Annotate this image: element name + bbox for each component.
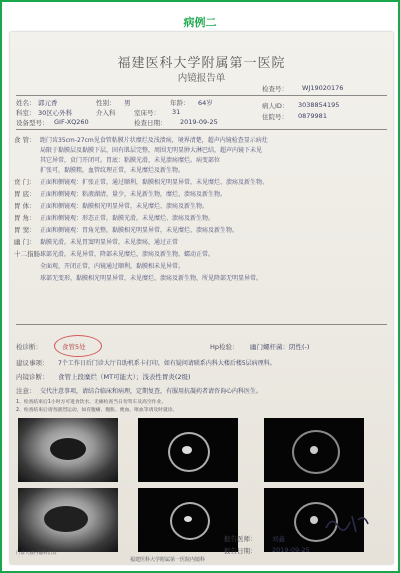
device-label: 设备型号： xyxy=(16,119,49,127)
finding-text: 局限于黏膜层及黏膜下层，固有肌层完整，周围无明显肿大淋巴结，超声内镜下未见 xyxy=(40,147,263,154)
hosp-no: 0879981 xyxy=(298,112,327,120)
check-no: WJ19020176 xyxy=(302,84,344,92)
finding-text: 黏膜光滑，未见胃窦明显异常，未见溃疡，通过正常 xyxy=(40,239,179,246)
doctor-label: 报告医师： xyxy=(224,535,257,543)
finding-text: 正面和侧镜观：粘液湖清，量少，未见新生物，糜烂、溃疡及新生物。 xyxy=(40,191,227,198)
report-date-label: 报告日期： xyxy=(224,547,257,555)
case-frame xyxy=(2,2,398,571)
exam-date-label: 检查日期： xyxy=(134,119,167,127)
finding-text: 球部光滑，未见异常，降部未见糜烂，溃疡及新生物，蠕动正常。 xyxy=(40,251,215,258)
doctor-signature xyxy=(322,510,372,538)
finding-text: 全面观，开闭正常，内镜通过顺利，黏膜相未见异常。 xyxy=(40,263,185,270)
notes-label: 注意： xyxy=(16,387,36,395)
footer-note: 门诊大楼内镜科出具 xyxy=(16,551,57,556)
diagnosis-value: 食管5处 xyxy=(62,343,86,351)
name: 郭元香 xyxy=(38,99,58,107)
doctor: 刘鑫 xyxy=(272,535,285,543)
age: 64岁 xyxy=(198,99,213,107)
exam-date: 2019-09-25 xyxy=(180,118,218,126)
finding-label: 胃 角： xyxy=(14,214,36,222)
diagnosis-label: 检诊断： xyxy=(16,343,42,351)
finding-text: 正面和侧镜观：形态正常，黏膜光滑，未见糜烂、溃疡及新生物。 xyxy=(40,215,215,222)
divider xyxy=(16,95,387,96)
endoscopy-image-5 xyxy=(138,488,238,552)
sex: 男 xyxy=(124,99,131,107)
finding-text: 正面和侧镜观：胃角光整，黏膜相光明显异常，未见糜烂、溃疡及新生物。 xyxy=(40,227,239,234)
finding-text: 正面和侧镜观：黏膜相光明显异常，未见糜烂、溃疡及新生物。 xyxy=(40,203,209,210)
divider xyxy=(16,324,387,325)
finding-text: 其它异常，贲门开闭可。胃底：粘膜光滑，未见溃疡糜烂。病变部位 xyxy=(40,157,221,164)
finding-text: 扩张可，黏膜粗，血管纹理正常，未见糜烂及新生物。 xyxy=(40,167,185,174)
finding-label: 幽 门： xyxy=(14,238,36,246)
inpatient-id: 3038854195 xyxy=(298,101,340,109)
hospital-name: 福建医科大学附属第一医院 xyxy=(117,56,286,71)
impression: 食管上段糜烂（MT可能大）；浅表性胃炎(2级) xyxy=(58,373,191,381)
report-sheet xyxy=(10,32,393,564)
notes: 交代注意事项，请结合临床和病理，定期复查，有服用抗凝药者请咨询心内科医生。 xyxy=(40,388,263,395)
sex-label: 性别： xyxy=(96,99,116,107)
finding-label: 胃 体： xyxy=(14,202,36,210)
endoscopy-image-2 xyxy=(138,418,238,482)
finding-text: 距门齿35cm-27cm见食管粘膜片状糜烂及浅溃疡，境界清楚，超声内镜检查显示病灶 xyxy=(40,137,268,144)
report-title: 内镜报告单 xyxy=(177,73,226,84)
endoscopy-image-1 xyxy=(18,418,118,482)
endoscopy-image-3 xyxy=(264,418,364,482)
report-date: 2019-09-25 xyxy=(272,546,310,554)
finding-label: 十二指肠： xyxy=(14,250,47,258)
finding-label: 食 管： xyxy=(14,136,36,144)
check-no-label: 检查号： xyxy=(262,85,288,93)
bed: 31 xyxy=(172,108,181,116)
impression-label: 内镜诊断： xyxy=(16,373,49,381)
hosp-no-label: 住院号： xyxy=(262,113,288,121)
hp-value: 幽门螺杆菌：阴性(-) xyxy=(250,343,310,351)
bed-label: 室床号： xyxy=(134,109,160,117)
finding-label: 胃 窦： xyxy=(14,226,36,234)
advice-label: 建议事项： xyxy=(16,359,49,367)
footer-hospital: 福建医科大学附属第一医院内镜科 xyxy=(130,557,206,563)
inpatient-label: 病人ID： xyxy=(262,102,289,110)
finding-label: 贲 门： xyxy=(14,178,36,186)
device: GIF-XQ260 xyxy=(54,118,89,126)
age-label: 年龄： xyxy=(170,99,190,107)
finding-text: 球部无变形，黏膜相光明显异常，未见糜烂、溃疡及新生物，所见降部无明显异常。 xyxy=(40,275,263,282)
dept-label: 科室： xyxy=(16,109,36,117)
remark-1: 1、检查结束后1小时方可进食饮水，无痛检查当日勿驾车及高空作业。 xyxy=(16,400,167,405)
case-title: 病例二 xyxy=(183,16,217,29)
dept: 30区心外科 xyxy=(38,109,73,117)
remark-2: 2、检查结束后请勿剧烈运动，如有腹痛、腹胀、便血、呕血等请及时就诊。 xyxy=(16,408,178,413)
hp-label: Hp检验： xyxy=(210,343,239,351)
divider xyxy=(16,129,387,130)
advice: 7个工作日后门诊大厅自助机系卡打印，如有疑问请联系内科大楼后楼5层病理科。 xyxy=(58,360,276,367)
endoscopy-image-4 xyxy=(18,488,118,552)
finding-label: 胃 底： xyxy=(14,190,36,198)
admit-label: 介入科 xyxy=(96,109,116,117)
finding-text: 正面和侧镜观：扩张正常，通过顺利，黏膜相光明显异常，未见糜烂、溃疡及新生物。 xyxy=(40,179,269,186)
name-label: 姓名： xyxy=(16,99,36,107)
